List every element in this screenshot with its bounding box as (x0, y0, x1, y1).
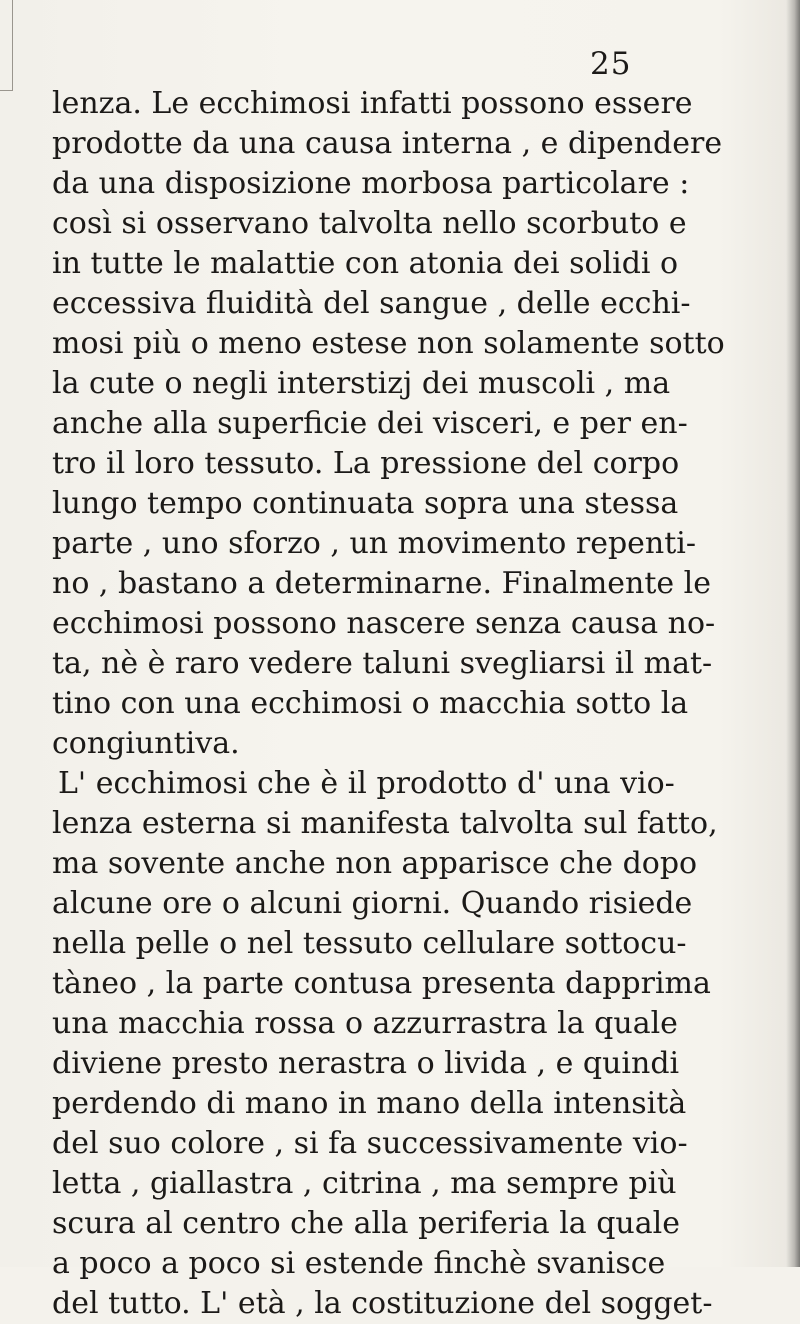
text-line: diviene presto nerastra o livida , e quindi (52, 1046, 680, 1081)
page-number: 25 (590, 46, 632, 82)
text-line: prodotte da una causa interna , e dipendere (52, 126, 723, 161)
text-line: lungo tempo continuata sopra una stessa (52, 486, 679, 521)
text-line: anche alla superficie dei visceri, e per en- (52, 406, 688, 441)
text-line: no , bastano a determinarne. Finalmente le (52, 566, 712, 601)
text-line: da una disposizione morbosa particolare : (52, 166, 690, 201)
text-line: la cute o negli interstizj dei muscoli , ma (52, 366, 671, 401)
paragraph-first-line: L' ecchimosi che è il prodotto d' una vio- (58, 766, 675, 801)
page-edge-shadow (786, 0, 800, 1267)
text-line: del suo colore , si fa successivamente vio- (52, 1126, 688, 1161)
text-line: lenza. Le ecchimosi infatti possono essere (52, 86, 693, 121)
text-line: perdendo di mano in mano della intensità (52, 1086, 687, 1121)
text-line: ma sovente anche non apparisce che dopo (52, 846, 698, 881)
text-line: parte , uno sforzo , un movimento repenti- (52, 526, 697, 561)
paper-fold-mark (0, 0, 13, 91)
text-line: a poco a poco si estende finchè svanisce (52, 1246, 666, 1281)
text-line: scura al centro che alla periferia la quale (52, 1206, 680, 1241)
text-line: così si osservano talvolta nello scorbuto e (52, 206, 687, 241)
text-line: ecchimosi possono nascere senza causa no- (52, 606, 716, 641)
text-line: in tutte le malattie con atonia dei solidi o (52, 246, 679, 281)
text-line: lenza esterna si manifesta talvolta sul fatto, (52, 806, 718, 841)
text-line: nella pelle o nel tessuto cellulare sottocu- (52, 926, 687, 961)
text-line: tino con una ecchimosi o macchia sotto la (52, 686, 689, 721)
text-line: congiuntiva. (52, 726, 240, 761)
body-text (52, 84, 725, 1324)
text-line: ta, nè è raro vedere taluni svegliarsi il mat- (52, 646, 713, 681)
text-line: una macchia rossa o azzurrastra la quale (52, 1006, 678, 1041)
text-line: mosi più o meno estese non solamente sotto (52, 326, 725, 361)
text-line: tàneo , la parte contusa presenta dapprima (52, 966, 711, 1001)
text-line: eccessiva fluidità del sangue , delle ecchi- (52, 286, 691, 321)
text-line: tro il loro tessuto. La pressione del corpo (52, 446, 680, 481)
text-line: del tutto. L' età , la costituzione del sogget- (52, 1286, 713, 1321)
text-line: alcune ore o alcuni giorni. Quando risiede (52, 886, 693, 921)
text-line: letta , giallastra , citrina , ma sempre più (52, 1166, 677, 1201)
